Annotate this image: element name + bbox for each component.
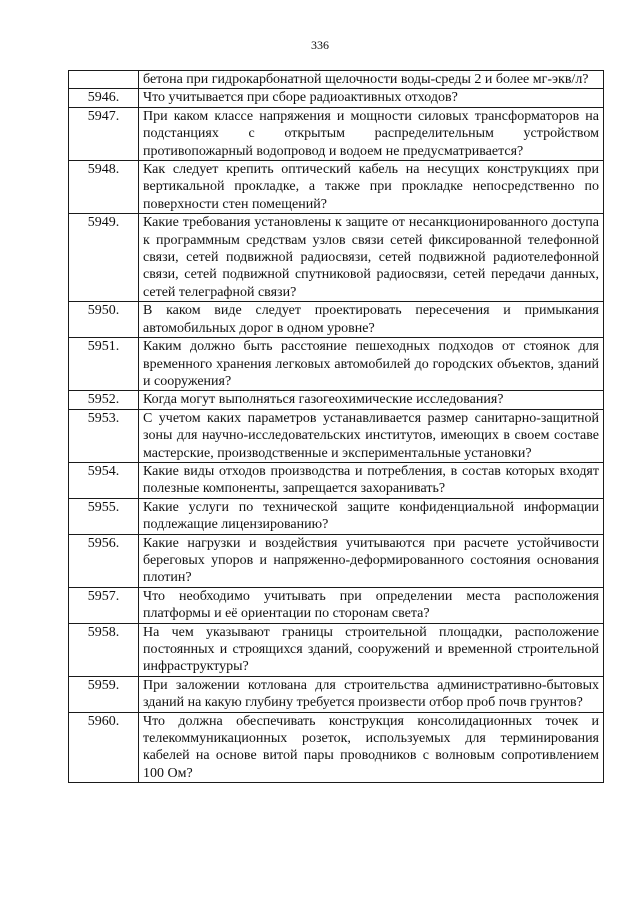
question-text: Какие требования установлены к защите от несанкционированного доступа к программным средствам узлов связи сетей фиксированной телефонной связи, сетей подвижной радиосвязи, сетей подвижной радиотелефонной связи, сетей подвижной спутниковой радиосвязи, сетей передачи данных, сетей телеграфной связи?	[139, 214, 604, 302]
table-row	[69, 161, 604, 214]
table-row	[69, 107, 604, 160]
page-number: 336	[311, 38, 329, 52]
question-text: Что необходимо учитывать при определении места расположения платформы и её ориентации по сторонам света?	[139, 587, 604, 623]
question-number: 5952.	[69, 391, 139, 409]
question-text: С учетом каких параметров устанавливается размер санитарно-защитной зоны для научно-исследовательских институтов, имеющих в своем составе мастерские, производственные и экспериментальные установки?	[139, 409, 604, 462]
question-number: 5948.	[69, 161, 139, 214]
table-row	[69, 587, 604, 623]
question-number: 5950.	[69, 302, 139, 338]
question-text: бетона при гидрокарбонатной щелочности воды-среды 2 и более мг-экв/л?	[139, 71, 604, 89]
table-row	[69, 391, 604, 409]
table-row	[69, 214, 604, 302]
question-text: Как следует крепить оптический кабель на несущих конструкциях при вертикальной прокладке, а также при прокладке непосредственно по поверхности стен помещений?	[139, 161, 604, 214]
table-row	[69, 338, 604, 391]
table-row	[69, 71, 604, 89]
table-row	[69, 498, 604, 534]
question-number: 5958.	[69, 623, 139, 676]
questions-table	[68, 70, 604, 783]
question-number: 5959.	[69, 676, 139, 712]
question-number: 5955.	[69, 498, 139, 534]
table-row	[69, 712, 604, 783]
table-row	[69, 623, 604, 676]
question-text: Когда могут выполняться газогеохимические исследования?	[139, 391, 604, 409]
question-number: 5953.	[69, 409, 139, 462]
question-text: Что учитывается при сборе радиоактивных отходов?	[139, 89, 604, 107]
question-text: Каким должно быть расстояние пешеходных подходов от стоянок для временного хранения легковых автомобилей до городских объектов, зданий и сооружения?	[139, 338, 604, 391]
question-number: 5954.	[69, 462, 139, 498]
question-text: На чем указывают границы строительной площадки, расположение постоянных и строящихся зданий, сооружений и временной строительной инфраструктуры?	[139, 623, 604, 676]
question-number: 5960.	[69, 712, 139, 783]
table-row	[69, 409, 604, 462]
question-text: При заложении котлована для строительства административно-бытовых зданий на какую глубину требуется произвести отбор проб почв грунтов?	[139, 676, 604, 712]
question-text: Какие нагрузки и воздействия учитываются при расчете устойчивости береговых упоров и напряженно-деформированного состояния основания плотин?	[139, 534, 604, 587]
question-text: Какие услуги по технической защите конфиденциальной информации подлежащие лицензированию?	[139, 498, 604, 534]
question-number: 5956.	[69, 534, 139, 587]
questions-table-body	[69, 71, 604, 783]
table-row	[69, 89, 604, 107]
question-number: 5949.	[69, 214, 139, 302]
table-row	[69, 302, 604, 338]
question-text: Какие виды отходов производства и потребления, в состав которых входят полезные компоненты, запрещается захоранивать?	[139, 462, 604, 498]
question-number: 5947.	[69, 107, 139, 160]
table-row	[69, 676, 604, 712]
table-row	[69, 462, 604, 498]
table-row	[69, 534, 604, 587]
question-text: Что должна обеспечивать конструкция консолидационных точек и телекоммуникационных розеток, используемых для терминирования кабелей на основе витой пары проводников с волновым сопротивлением 100 Ом?	[139, 712, 604, 783]
question-text: В каком виде следует проектировать пересечения и примыкания автомобильных дорог в одном уровне?	[139, 302, 604, 338]
question-number	[69, 71, 139, 89]
question-text: При каком классе напряжения и мощности силовых трансформаторов на подстанциях с открытым распределительным устройством противопожарный водопровод и водоем не предусматривается?	[139, 107, 604, 160]
question-number: 5957.	[69, 587, 139, 623]
question-number: 5951.	[69, 338, 139, 391]
question-number: 5946.	[69, 89, 139, 107]
